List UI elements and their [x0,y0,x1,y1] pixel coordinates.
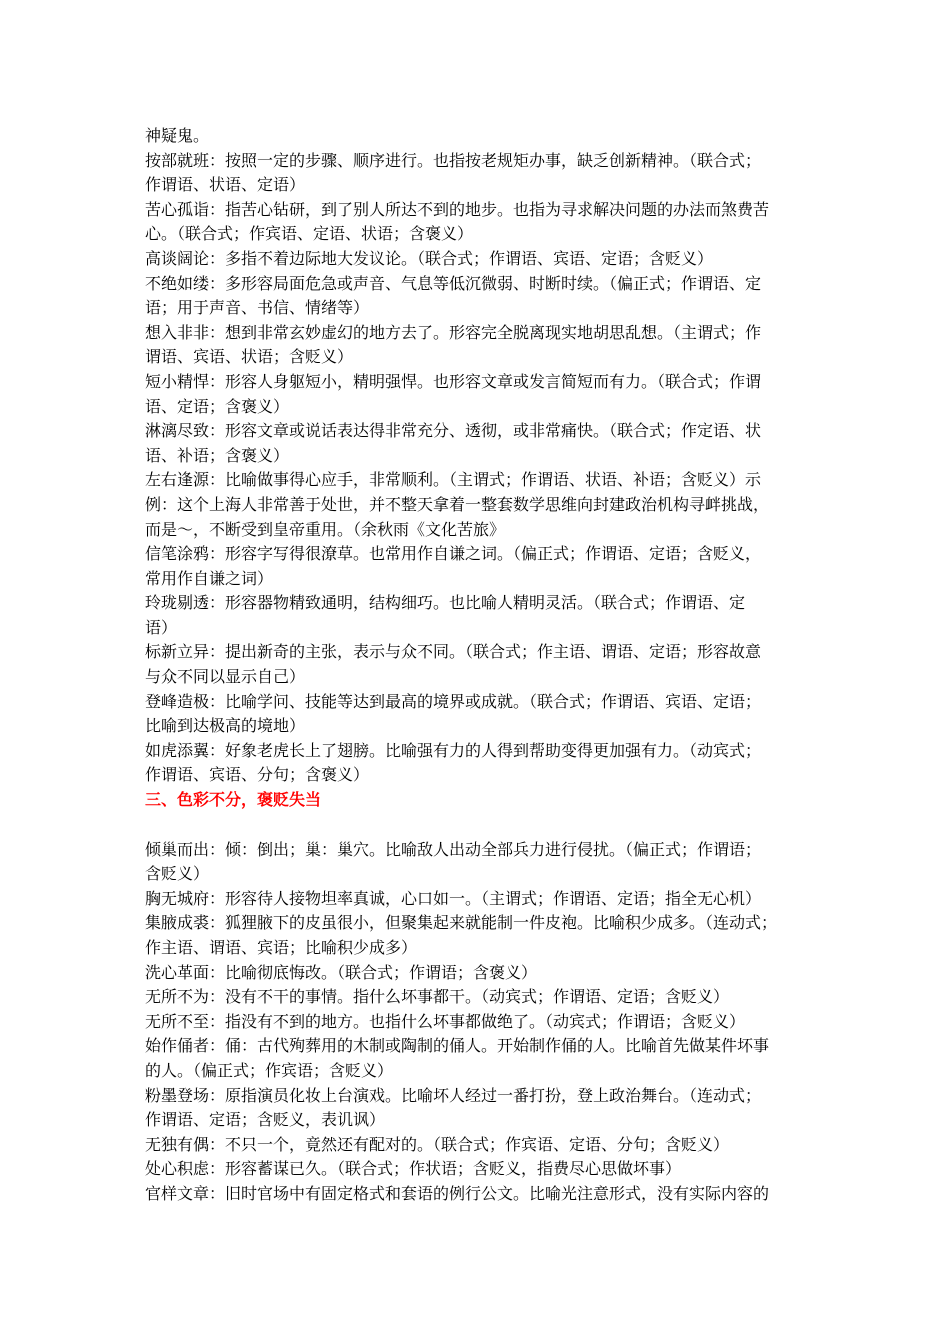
text-line: 比喻到达极高的境地） [145,716,306,736]
text-line: 无独有偶：不只一个，竟然还有配对的。（联合式；作宾语、定语、分句；含贬义） [145,1134,730,1154]
text-line: 常用作自谦之词） [145,568,274,588]
text-line: 作谓语、宾语、分句；含褒义） [145,765,370,785]
text-line: 谓语、宾语、状语；含贬义） [145,347,354,367]
text-line: 例：这个上海人非常善于处世，并不整天拿着一整套数学思维向封建政治机构寻衅挑战， [145,494,770,514]
document-page [145,124,810,1207]
text-line: 信笔涂鸦：形容字写得很潦草。也常用作自谦之词。（偏正式；作谓语、定语；含贬义， [145,544,762,564]
text-line: 洗心革面：比喻彻底悔改。（联合式；作谓语；含褒义） [145,962,538,982]
text-line: 玲珑剔透：形容器物精致通明，结构细巧。也比喻人精明灵活。（联合式；作谓语、定 [145,593,746,613]
text-line: 无所不至：指没有不到的地方。也指什么坏事都做绝了。（动宾式；作谓语；含贬义） [145,1011,746,1031]
text-line: 不绝如缕：多形容局面危急或声音、气息等低沉微弱、时断时续。（偏正式；作谓语、定 [145,273,762,293]
text-line: 倾巢而出：倾：倒出；巢：巢穴。比喻敌人出动全部兵力进行侵扰。（偏正式；作谓语； [145,839,762,859]
text-line: 作主语、谓语、宾语；比喻积少成多） [145,938,418,957]
text-line: 按部就班：按照一定的步骤、顺序进行。也指按老规矩办事，缺乏创新精神。（联合式； [145,150,762,170]
text-line: 登峰造极：比喻学问、技能等达到最高的境界或成就。（联合式；作谓语、宾语、定语； [145,691,762,711]
text-line: 高谈阔论：多指不着边际地大发议论。（联合式；作谓语、宾语、定语；含贬义） [145,248,714,268]
text-line: 语；用于声音、书信、情绪等） [145,298,370,318]
text-line: 处心积虑：形容蓄谋已久。（联合式；作状语；含贬义，指费尽心思做坏事） [145,1159,682,1179]
section-heading: 三、色彩不分，褒贬失当 [145,790,322,810]
text-line: 与众不同以显示自己） [145,667,306,687]
text-line: 心。（联合式；作宾语、定语、状语；含褒义） [145,224,474,244]
text-line: 胸无城府：形容待人接物坦率真诚，心口如一。（主谓式；作谓语、定语；指全无心机） [145,888,762,908]
text-line: 而是～，不断受到皇帝重用。（余秋雨《文化苦旅》 [145,519,506,539]
text-line: 始作俑者：俑：古代殉葬用的木制或陶制的俑人。开始制作俑的人。比喻首先做某件坏事 [145,1036,770,1056]
text-line: 苦心孤诣：指苦心钻研，到了别人所达不到的地步。也指为寻求解决问题的办法而煞费苦 [145,199,770,219]
text-line: 无所不为：没有不干的事情。指什么坏事都干。（动宾式；作谓语、定语；含贬义） [145,987,730,1007]
text-line: 作谓语、状语、定语） [145,175,306,195]
text-line: 如虎添翼：好象老虎长上了翅膀。比喻强有力的人得到帮助变得更加强有力。（动宾式； [145,740,762,760]
text-line: 淋漓尽致：形容文章或说话表达得非常充分、透彻，或非常痛快。（联合式；作定语、状 [145,421,762,441]
text-line: 想入非非：想到非常玄妙虚幻的地方去了。形容完全脱离现实地胡思乱想。（主谓式；作 [145,322,762,342]
text-line: 神疑鬼。 [145,126,210,145]
text-line: 语、定语；含褒义） [145,396,290,416]
blank-line [145,813,810,838]
text-line: 语） [145,617,178,637]
text-line: 集腋成裘：狐狸腋下的皮虽很小，但聚集起来就能制一件皮袍。比喻积少成多。（连动式； [145,913,778,933]
text-line: 含贬义） [145,864,210,884]
text-line: 官样文章：旧时官场中有固定格式和套语的例行公文。比喻光注意形式，没有实际内容的 [145,1183,770,1203]
text-line: 粉墨登场：原指演员化妆上台演戏。比喻坏人经过一番打扮，登上政治舞台。（连动式； [145,1085,762,1105]
idiom-list-section-3 [145,838,810,1207]
text-line: 语、补语；含褒义） [145,445,290,465]
idiom-list-section-2 [145,124,810,788]
text-line: 短小精悍：形容人身躯短小，精明强悍。也形容文章或发言简短而有力。（联合式；作谓 [145,371,762,391]
text-line: 标新立异：提出新奇的主张，表示与众不同。（联合式；作主语、谓语、定语；形容故意 [145,642,762,662]
text-line: 的人。（偏正式；作宾语；含贬义） [145,1060,394,1080]
text-line: 作谓语、定语；含贬义，表讥讽） [145,1110,386,1130]
text-line: 左右逢源：比喻做事得心应手，非常顺利。（主谓式；作谓语、状语、补语；含贬义）示 [145,470,762,490]
